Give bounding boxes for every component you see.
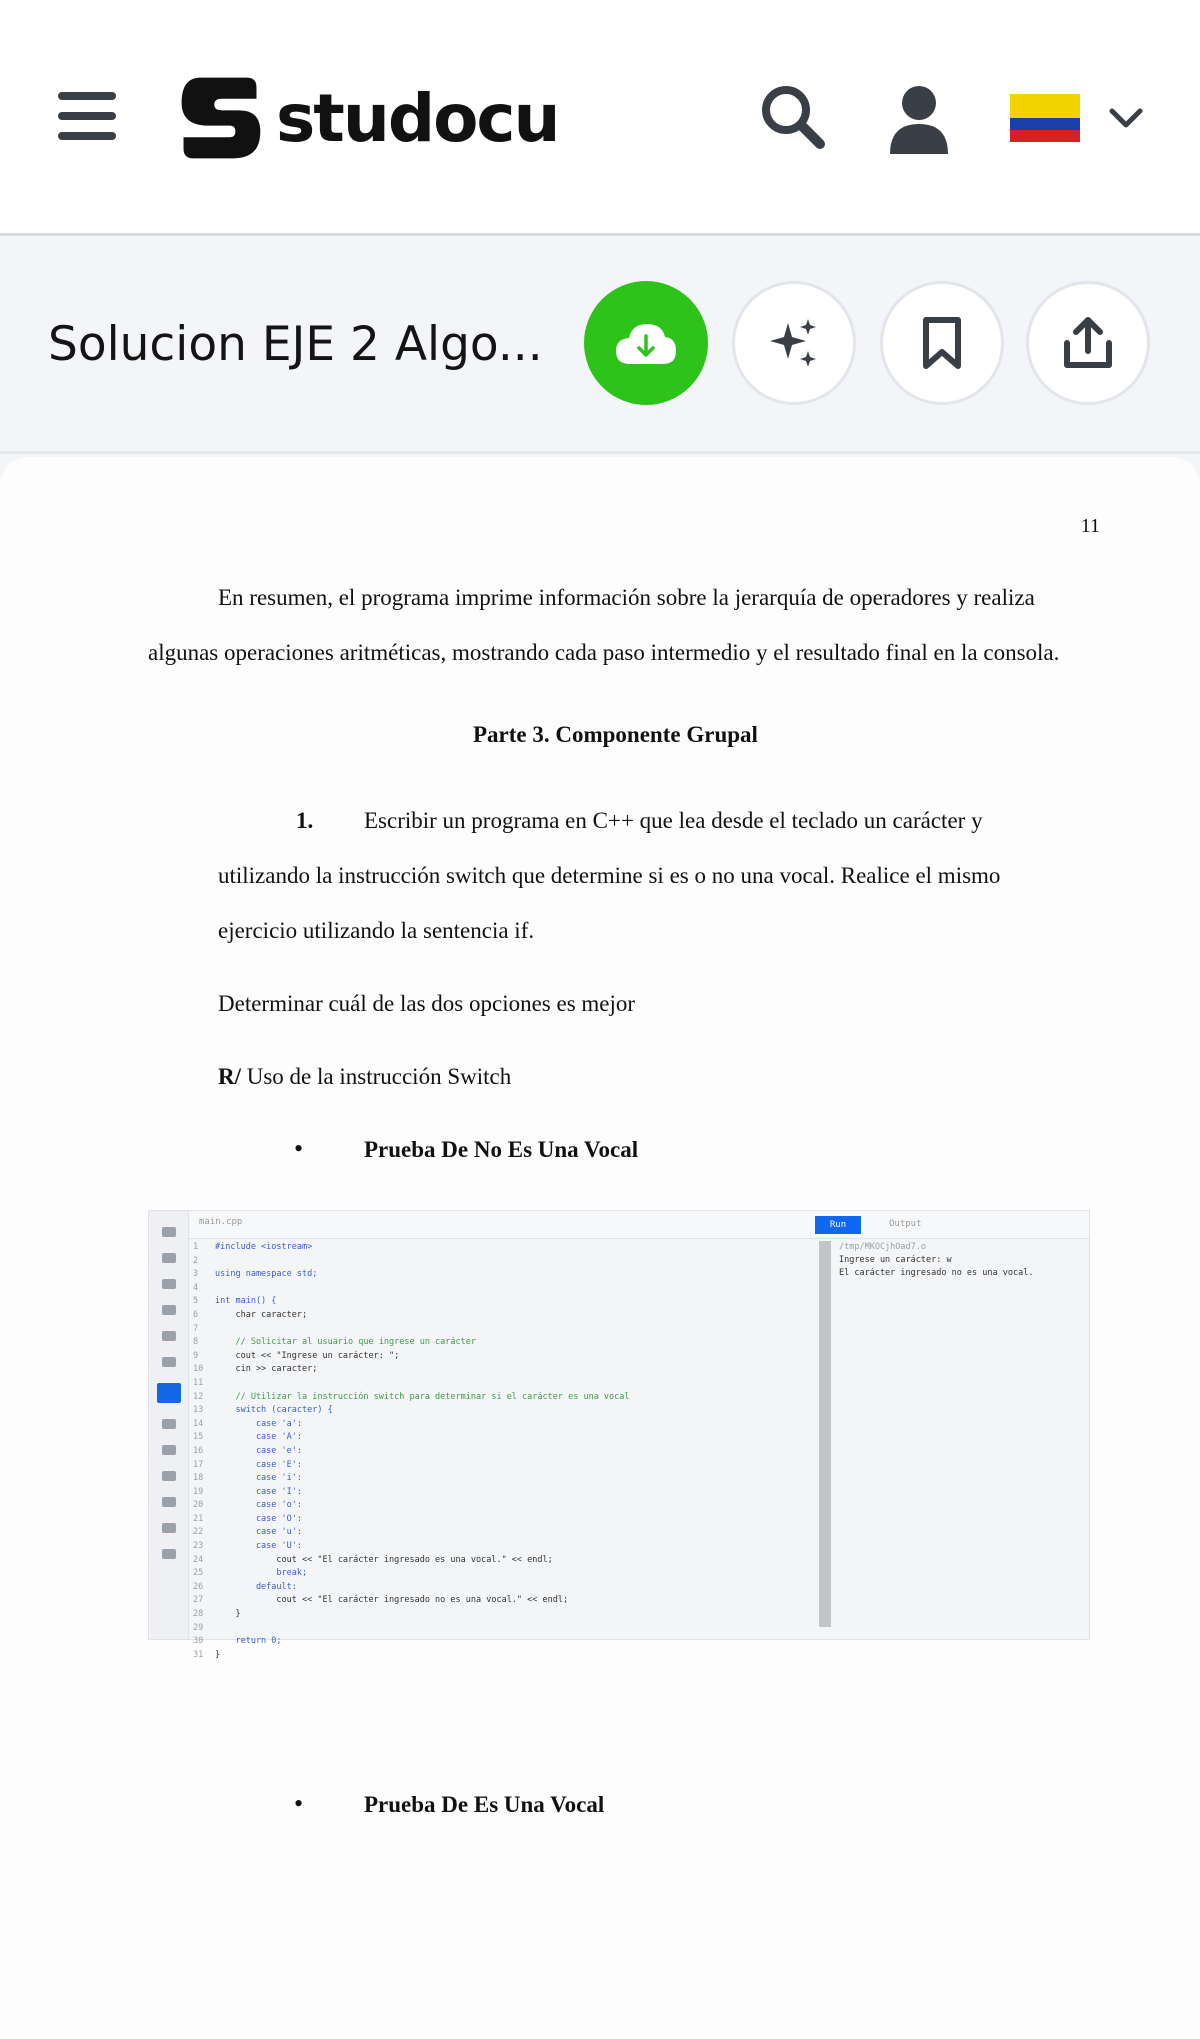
bullet-icon: •: [294, 1789, 304, 1818]
top-header: [0, 0, 1200, 236]
document-title[interactable]: Solucion EJE 2 Algo...: [48, 317, 543, 372]
code-line: 2: [193, 1255, 199, 1266]
paragraph-line: algunas operaciones aritméticas, mostrando cada paso intermedio y el resultado final en la consola.: [148, 640, 1060, 665]
ide-toolbar: [189, 1211, 1089, 1239]
code-line: 21 case 'O':: [193, 1513, 302, 1524]
code-line: 8 // Solicitar al usuario que ingrese un carácter: [193, 1337, 476, 1348]
share-button[interactable]: [1026, 281, 1150, 405]
output-line: El carácter ingresado no es una vocal.: [839, 1268, 1034, 1278]
code-line: 27 cout << "El carácter ingresado no es una vocal." << endl;: [193, 1595, 569, 1606]
user-icon[interactable]: [886, 84, 952, 154]
colombia-flag-icon: [1010, 94, 1080, 142]
paragraph-line: Determinar cuál de las dos opciones es mejor: [218, 991, 636, 1016]
code-line: 19 case 'I':: [193, 1486, 302, 1497]
output-path: /tmp/MKOCjhOad7.o: [839, 1242, 926, 1252]
hamburger-icon[interactable]: [58, 92, 116, 140]
ide-output: [839, 1241, 1033, 1280]
language-selector[interactable]: [1010, 90, 1160, 146]
bullet-icon: •: [294, 1134, 304, 1163]
studocu-logo[interactable]: [172, 68, 559, 168]
code-line: 16 case 'e':: [193, 1445, 302, 1456]
code-line: 10 cin >> caracter;: [193, 1364, 318, 1375]
code-line: 9 cout << "Ingrese un carácter: ";: [193, 1350, 400, 1361]
code-line: 22 case 'u':: [193, 1527, 302, 1538]
code-line: 7: [193, 1323, 199, 1334]
chevron-down-icon: [1106, 98, 1146, 138]
ide-file-tab: main.cpp: [199, 1217, 243, 1227]
code-line: 24 cout << "El carácter ingresado es una vocal." << endl;: [193, 1554, 553, 1565]
code-line: 17 case 'E':: [193, 1459, 302, 1470]
code-line: 28 }: [193, 1609, 241, 1620]
code-line: 25 break;: [193, 1568, 308, 1579]
ide-sidebar: [149, 1211, 189, 1639]
ai-assistant-button[interactable]: [732, 281, 856, 405]
code-line: 5 int main() {: [193, 1296, 277, 1307]
answer-prefix: R/: [218, 1064, 241, 1089]
share-icon: [1061, 315, 1115, 371]
document-toolbar: [0, 239, 1200, 454]
list-number: 1.: [296, 808, 314, 833]
code-line: 30 return 0;: [193, 1636, 282, 1647]
bookmark-button[interactable]: [880, 281, 1004, 405]
code-line: 6 char caracter;: [193, 1309, 308, 1320]
code-line: 20 case 'o':: [193, 1500, 302, 1511]
paragraph-line: ejercicio utilizando la sentencia if.: [218, 918, 535, 943]
section-heading: Parte 3. Componente Grupal: [473, 722, 758, 747]
page-number: 11: [1080, 515, 1100, 537]
search-icon[interactable]: [758, 82, 828, 152]
code-line: 12 // Utilizar la instrucción switch para determinar si el carácter es una vocal: [193, 1391, 630, 1402]
ide-output-label: Output: [889, 1219, 922, 1229]
answer-line: [218, 1064, 511, 1090]
code-line: 31 }: [193, 1649, 221, 1660]
code-line: 4: [193, 1282, 199, 1293]
code-line: 13 switch (caracter) {: [193, 1405, 333, 1416]
code-line: 1 #include <iostream>: [193, 1242, 313, 1252]
code-line: 11: [193, 1377, 204, 1388]
code-line: 3 using namespace std;: [193, 1269, 318, 1280]
code-line: 26 default:: [193, 1581, 297, 1592]
bullet-item: Prueba De Es Una Vocal: [364, 1792, 605, 1817]
code-line: 29: [193, 1622, 204, 1633]
ide-scrollbar: [819, 1241, 831, 1627]
paragraph-line: utilizando la instrucción switch que determine si es o no una vocal. Realice el mismo: [218, 863, 1001, 888]
answer-text: Uso de la instrucción Switch: [241, 1064, 512, 1089]
code-line: 15 case 'A':: [193, 1432, 302, 1443]
bookmark-icon: [920, 316, 964, 370]
studocu-logo-mark-icon: [172, 70, 268, 166]
sparkles-icon: [766, 315, 822, 371]
cloud-download-icon: [614, 318, 678, 368]
ide-run-button: Run: [815, 1216, 861, 1234]
paragraph-line: En resumen, el programa imprime información sobre la jerarquía de operadores y realiza: [218, 585, 1035, 610]
code-line: 14 case 'a':: [193, 1418, 302, 1429]
code-lines: [193, 1241, 630, 1662]
code-line: 18 case 'i':: [193, 1473, 302, 1484]
download-button[interactable]: [584, 281, 708, 405]
document-page: [0, 457, 1200, 2039]
bullet-item: Prueba De No Es Una Vocal: [364, 1137, 639, 1162]
code-line: 23 case 'U':: [193, 1541, 302, 1552]
output-line: Ingrese un carácter: w: [839, 1255, 952, 1265]
logo-text: studocu: [276, 79, 559, 157]
paragraph-line: Escribir un programa en C++ que lea desde el teclado un carácter y: [364, 808, 983, 833]
code-screenshot: [148, 1210, 1090, 1660]
